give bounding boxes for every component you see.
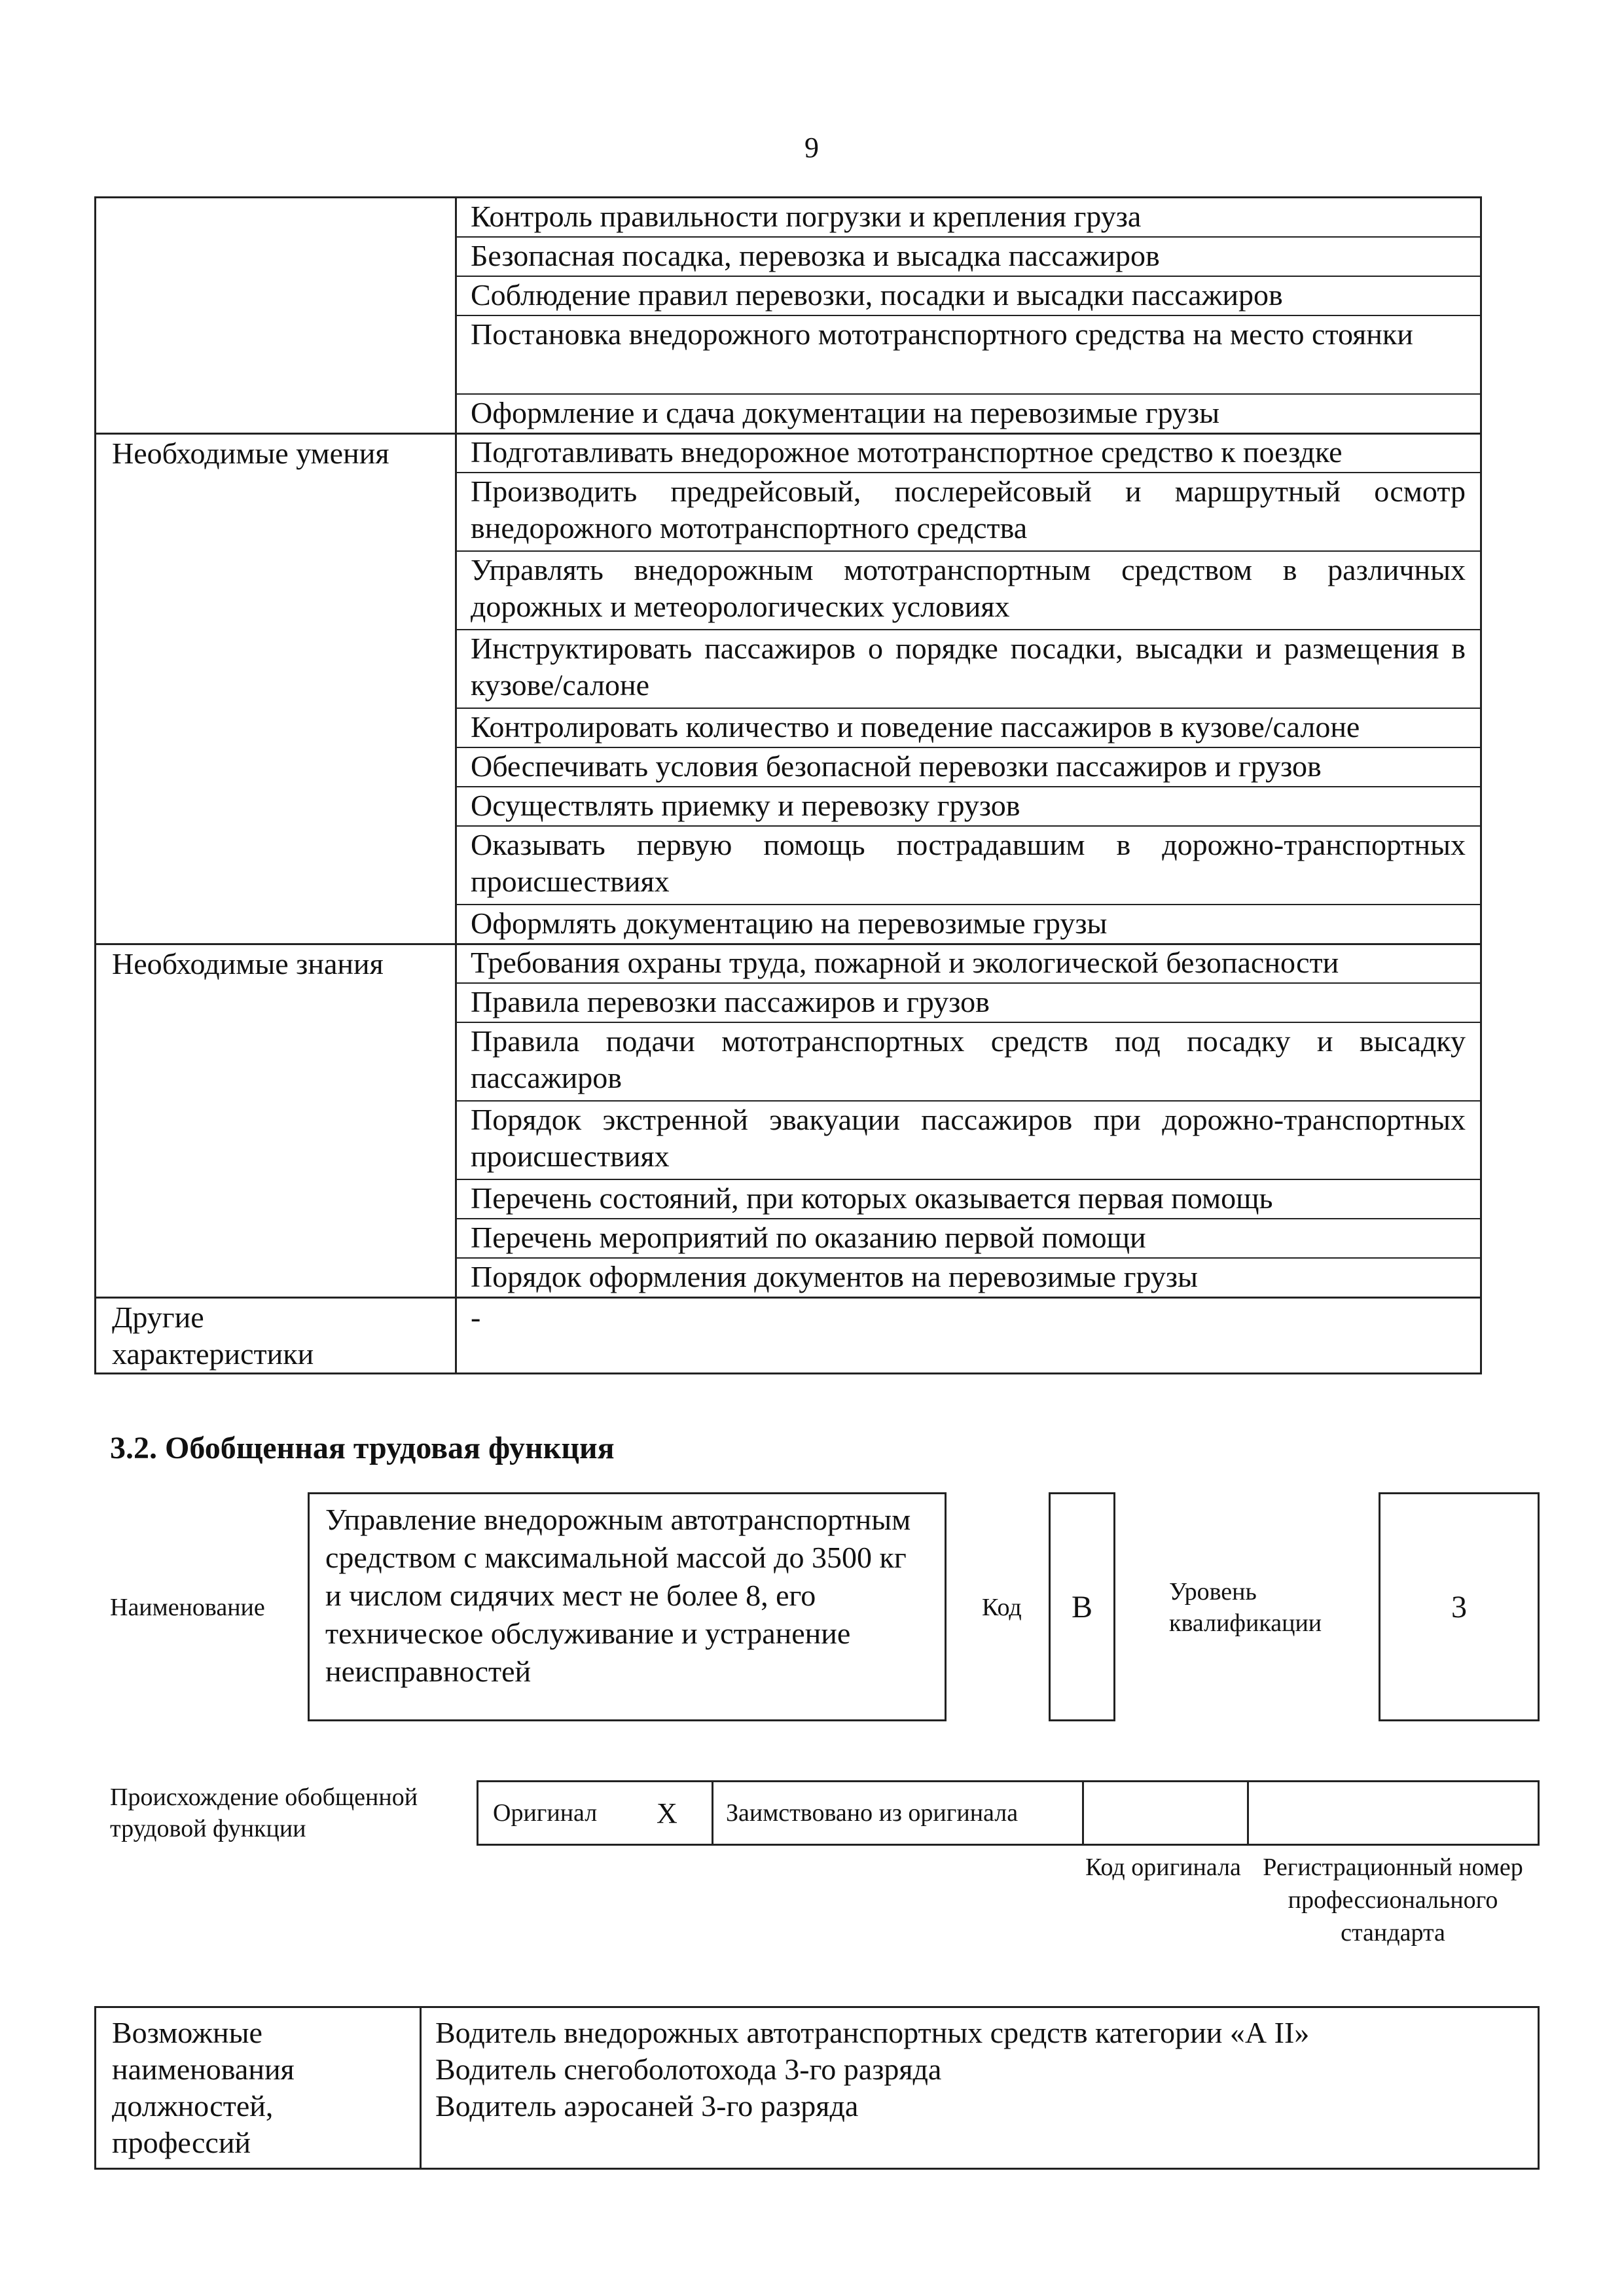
positions-label: Возможные наименования должностей, профессий [112, 2016, 295, 2159]
qualification-level-value: 3 [1451, 1589, 1467, 1624]
skill-row: Управлять внедорожным мототранспортным средством в различных дорожных и метеорологических условиях [471, 553, 1466, 623]
origin-label: Происхождение обобщенной трудовой функции [110, 1784, 418, 1842]
knowledge-row: Правила подачи мототранспортных средств под посадку и высадку пассажиров [471, 1024, 1466, 1094]
origin-divider [712, 1782, 713, 1844]
skill-row: Инструктировать пассажиров о порядке посадки, высадки и размещения в кузове/салоне [471, 632, 1466, 702]
action-row: Безопасная посадка, перевозка и высадка пассажиров [471, 239, 1160, 272]
knowledge-row: Перечень мероприятий по оказанию первой помощи [471, 1221, 1146, 1254]
column-divider [420, 2008, 422, 2168]
skill-row: Контролировать количество и поведение пассажиров в кузове/салоне [471, 710, 1360, 744]
skill-row: Оформлять документацию на перевозимые грузы [471, 906, 1108, 940]
labor-actions-table [94, 196, 1482, 1374]
original-mark: X [657, 1797, 677, 1829]
page-number: 9 [804, 132, 819, 164]
knowledge-row: Порядок оформления документов на перевозимые грузы [471, 1260, 1198, 1293]
column-divider [455, 198, 457, 1372]
registration-number-caption: Регистрационный номер профессионального стандарта [1263, 1854, 1523, 1946]
knowledge-row: Требования охраны труда, пожарной и экологической безопасности [471, 946, 1339, 979]
action-row: Контроль правильности погрузки и крепления груза [471, 200, 1142, 233]
function-name-box [308, 1492, 947, 1721]
borrowed-label: Заимствовано из оригинала [726, 1799, 1019, 1827]
action-row: Оформление и сдача документации на перевозимые грузы [471, 396, 1220, 429]
action-row: Соблюдение правил перевозки, посадки и высадки пассажиров [471, 278, 1283, 312]
function-name-value: Управление внедорожным автотранспортным средством с максимальной массой до 3500 кг и числом сидячих мест не более 8, его техническое обслуживание и устранение неисправностей [325, 1503, 911, 1688]
code-label: Код [982, 1594, 1022, 1621]
code-value: B [1071, 1589, 1092, 1624]
position-item: Водитель внедорожных автотранспортных средств категории «А II» [435, 2016, 1310, 2049]
original-code-caption: Код оригинала [1085, 1854, 1241, 1881]
skill-row: Подготавливать внедорожное мототранспортное средство к поездке [471, 435, 1343, 469]
position-item: Водитель снегоболотохода 3-го разряда [435, 2053, 942, 2086]
skill-row: Осуществлять приемку и перевозку грузов [471, 789, 1020, 822]
qualification-level-box [1379, 1492, 1540, 1721]
other-characteristics-value: - [471, 1300, 481, 1334]
action-row: Постановка внедорожного мототранспортного средства на место стоянки [471, 317, 1413, 351]
code-box [1049, 1492, 1115, 1721]
qualification-level-label: Уровень квалификации [1169, 1578, 1322, 1637]
skill-row: Обеспечивать условия безопасной перевозки пассажиров и грузов [471, 749, 1322, 783]
section-divider [96, 1297, 1480, 1299]
knowledge-row: Порядок экстренной эвакуации пассажиров при дорожно-транспортных происшествиях [471, 1103, 1466, 1173]
knowledge-row: Правила перевозки пассажиров и грузов [471, 985, 990, 1018]
skills-label: Необходимые умения [112, 437, 389, 470]
other-characteristics-label: Другие характеристики [112, 1300, 314, 1371]
origin-table [477, 1780, 1540, 1846]
knowledge-row: Перечень состояний, при которых оказывается первая помощь [471, 1181, 1273, 1215]
original-label: Оригинал [493, 1799, 598, 1827]
skill-row: Оказывать первую помощь пострадавшим в дорожно-транспортных происшествиях [471, 828, 1466, 898]
position-item: Водитель аэросаней 3-го разряда [435, 2089, 859, 2123]
name-label: Наименование [110, 1594, 265, 1621]
knowledge-label: Необходимые знания [112, 947, 384, 980]
positions-table [94, 2006, 1540, 2170]
origin-divider [1082, 1782, 1084, 1844]
skill-row: Производить предрейсовый, послерейсовый и маршрутный осмотр внедорожного мототранспортного средства [471, 475, 1466, 545]
origin-divider [1247, 1782, 1249, 1844]
section-title: 3.2. Обобщенная трудовая функция [110, 1431, 615, 1465]
